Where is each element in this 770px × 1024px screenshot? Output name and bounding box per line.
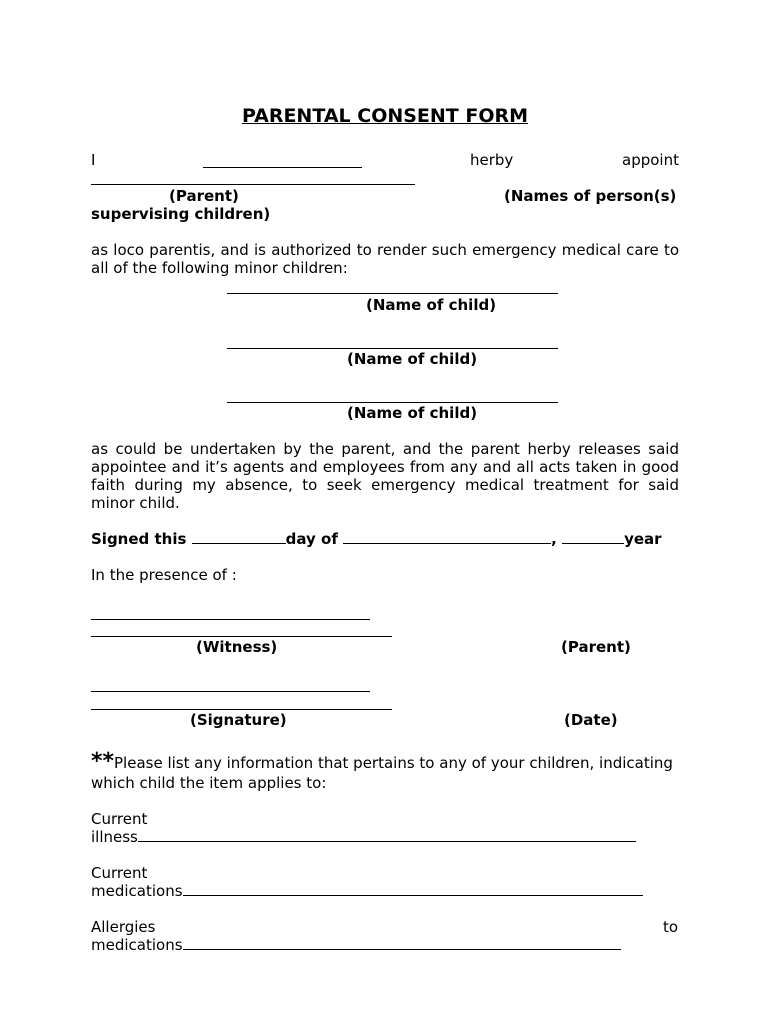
witness-label: (Witness) [196,638,278,656]
medications-blank[interactable] [183,882,643,896]
in-presence-label: In the presence of : [91,566,237,584]
allergies-blank[interactable] [183,936,621,950]
parent-signature-blank[interactable] [91,636,392,637]
form-title: PARENTAL CONSENT FORM [241,105,529,127]
allergies-line [91,936,621,954]
parent-name-blank[interactable] [203,167,362,168]
signature-blank[interactable] [91,691,370,692]
medications-label-1: Current [91,864,148,882]
parent-label-2: (Parent) [561,638,631,656]
appointee-name-blank[interactable] [91,184,415,185]
medications-label-2: medications [91,882,183,900]
names-of-persons-label: (Names of person(s) [504,187,677,205]
illness-label-2: illness [91,828,138,846]
day-of-label: day of [285,530,338,548]
child-label-3: (Name of child) [347,404,478,422]
signed-year-blank[interactable] [562,530,624,544]
signature-label: (Signature) [190,711,287,729]
year-label: year [624,530,662,548]
illness-line [91,828,636,846]
intro-paragraph: as loco parentis, and is authorized to render such emergency medical care to all of the following minor children: [91,241,679,277]
appoint-prefix: I [91,151,96,169]
herby-word: herby [470,151,514,169]
signed-day-blank[interactable] [192,530,286,544]
parent-label: (Parent) [169,187,239,205]
child-name-blank-2[interactable] [227,348,558,349]
note-text: Please list any information that pertains to any of your children, indicating [114,754,673,772]
note-line [91,750,673,775]
appoint-word: appoint [622,151,679,169]
comma-label: , [551,530,557,548]
illness-label-1: Current [91,810,148,828]
supervising-children-label: supervising children) [91,205,271,223]
child-name-blank-3[interactable] [227,402,558,403]
allergies-label: Allergies [91,918,156,936]
signed-line [91,530,662,548]
signed-this-label: Signed this [91,530,187,548]
date-label: (Date) [564,711,618,729]
illness-blank[interactable] [138,828,636,842]
child-name-blank-1[interactable] [227,293,558,294]
medications-line [91,882,643,900]
release-paragraph: as could be undertaken by the parent, and the parent herby releases said appointee and it’s agents and employees from any and all acts taken in good faith during my absence, to seek emergency medical treatment for said minor child. [91,440,679,512]
note-line-2: which child the item applies to: [91,774,327,792]
note-stars: ** [91,749,115,774]
allergies-label-2: medications [91,936,183,954]
date-blank[interactable] [91,709,392,710]
witness-blank[interactable] [91,619,370,620]
signed-month-blank[interactable] [343,530,551,544]
allergies-to-label: to [663,918,679,936]
child-label-2: (Name of child) [347,350,478,368]
child-label-1: (Name of child) [366,296,497,314]
